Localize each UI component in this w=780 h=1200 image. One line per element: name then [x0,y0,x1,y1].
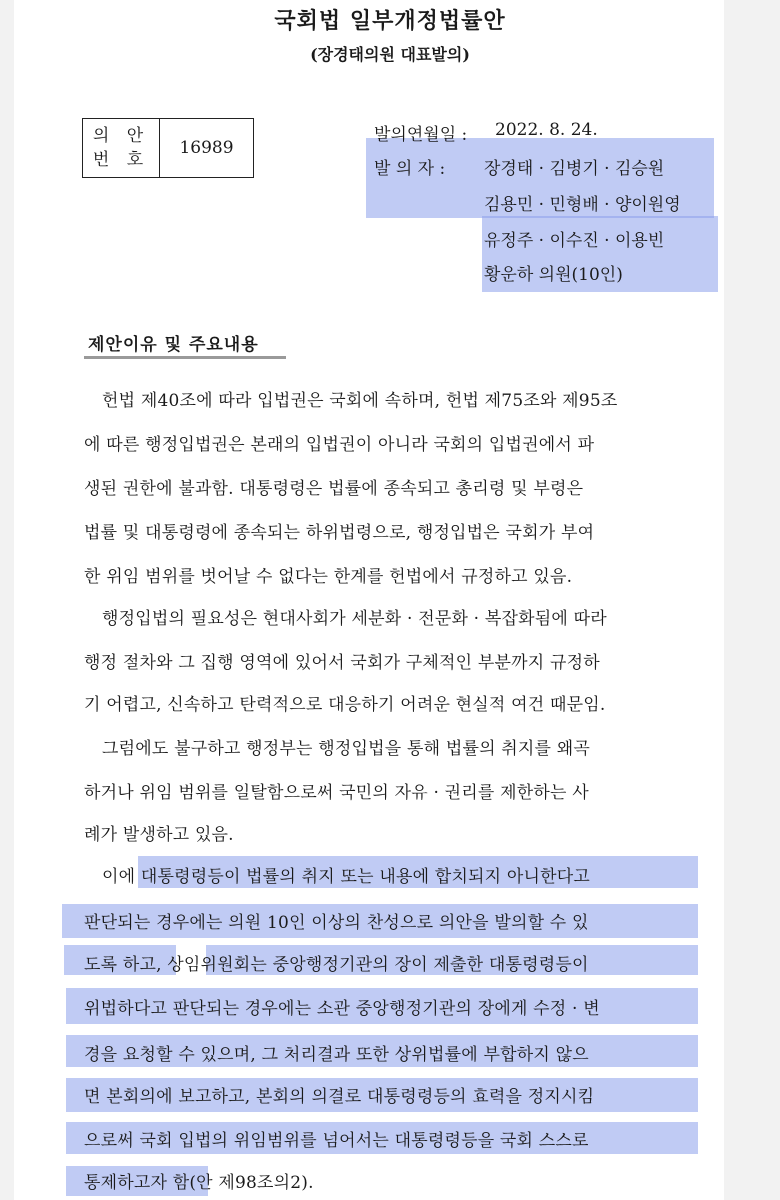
body-line: 례가 발생하고 있음. [84,825,234,845]
proposer-line: 김용민 · 민형배 · 양이원영 [484,195,681,215]
proposer-label: 발 의 자 : [374,159,446,179]
body-line: 에 따른 행정입법권은 본래의 입법권이 아니라 국회의 입법권에서 파 [84,435,595,455]
body-line: 이에 대통령령등이 법률의 취지 또는 내용에 합치되지 아니한다고 [102,867,591,887]
body-line: 하거나 위임 범위를 일탈함으로써 국민의 자유 · 권리를 제한하는 사 [84,783,589,803]
bill-number-value: 16989 [179,138,234,158]
bill-number-label [83,119,160,177]
bill-number-label-line1: 의 안 [92,126,150,146]
body-line: 통제하고자 함(안 제98조의2). [84,1173,314,1193]
body-line: 생된 권한에 불과함. 대통령령은 법률에 종속되고 총리령 및 부령은 [84,479,584,499]
section-heading-underline [84,356,286,359]
body-line: 위법하다고 판단되는 경우에는 소관 중앙행정기관의 장에게 수정 · 변 [84,999,600,1019]
body-line: 법률 및 대통령령에 종속되는 하위법령으로, 행정입법은 국회가 부여 [84,523,595,543]
viewer-right-margin [724,0,780,1200]
proposer-line: 유정주 · 이수진 · 이용빈 [484,231,665,251]
body-line: 행정 절차와 그 집행 영역에 있어서 국회가 구체적인 부분까지 규정하 [84,653,600,673]
body-line: 기 어렵고, 신속하고 탄력적으로 대응하기 어려운 현실적 여건 때문임. [84,695,606,715]
body-line: 한 위임 범위를 벗어날 수 없다는 한계를 헌법에서 규정하고 있음. [84,567,573,587]
body-line: 행정입법의 필요성은 현대사회가 세분화 · 전문화 · 복잡화됨에 따라 [102,609,607,629]
viewer-left-margin [0,0,14,1200]
section-heading: 제안이유 및 주요내용 [88,335,259,355]
body-line: 그럼에도 불구하고 행정부는 행정입법을 통해 법률의 취지를 왜곡 [102,739,591,759]
document-subtitle: (장경태의원 대표발의) [310,45,470,64]
bill-number-label-line2: 번 호 [92,150,150,170]
body-line: 헌법 제40조에 따라 입법권은 국회에 속하며, 헌법 제75조와 제95조 [102,391,618,411]
date-value: 2022. 8. 24. [495,120,598,140]
proposer-line: 장경태 · 김병기 · 김승원 [484,159,665,179]
body-line: 으로써 국회 입법의 위임범위를 넘어서는 대통령령등을 국회 스스로 [84,1131,589,1151]
date-label: 발의연월일 : [374,125,468,145]
body-line: 도록 하고, 상임위원회는 중앙행정기관의 장이 제출한 대통령령등이 [84,955,589,975]
body-line: 판단되는 경우에는 의원 10인 이상의 찬성으로 의안을 발의할 수 있 [84,913,589,933]
document-title: 국회법 일부개정법률안 [274,8,506,34]
body-line: 면 본회의에 보고하고, 본회의 의결로 대통령령등의 효력을 정지시킴 [84,1087,595,1107]
bill-number-box [82,118,254,178]
proposer-line: 황운하 의원(10인) [484,265,623,285]
body-line: 경을 요청할 수 있으며, 그 처리결과 또한 상위법률에 부합하지 않으 [84,1045,589,1065]
